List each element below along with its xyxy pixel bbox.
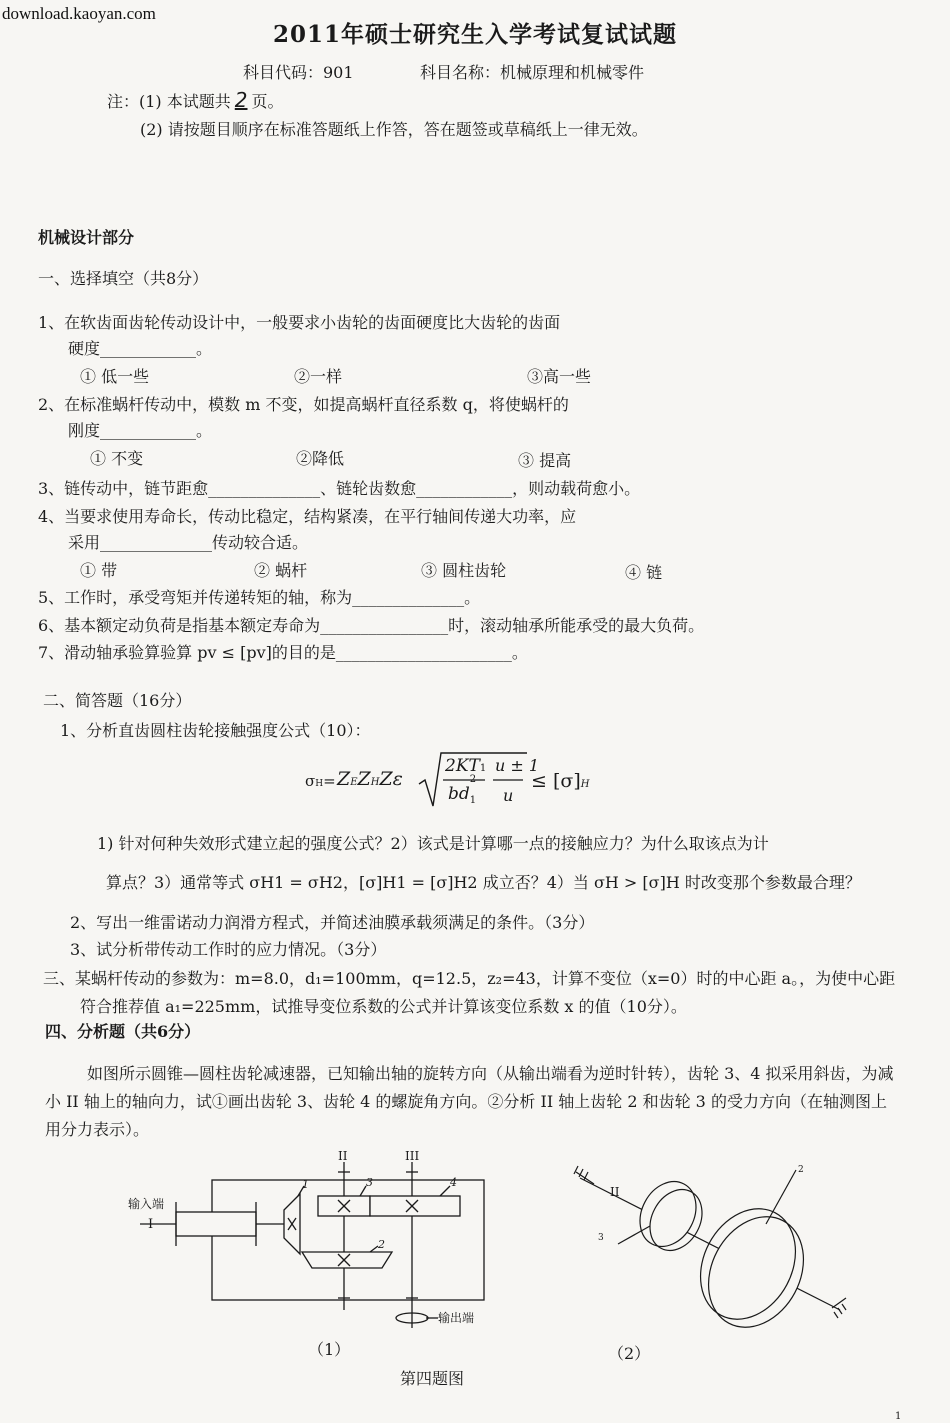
s1-q1-line1: 1、在软齿面齿轮传动设计中，一般要求小齿轮的齿面硬度比大齿轮的齿面 [38, 313, 561, 332]
s1-q3: 3、链传动中，链节距愈______________、链轮齿数愈____________，则动载荷愈小。 [38, 479, 641, 498]
formula-sigma: σ [305, 772, 316, 790]
s3-line1: 三、某蜗杆传动的参数为：m=8.0，d₁=100mm，q=12.5，z₂=43，计算不变位（x=0）时的中心距 a。，为使中心距 [43, 969, 896, 988]
s2-q3: 3、试分析带传动工作时的应力情况。（3分） [70, 940, 387, 959]
page-title: 2011年硕士研究生入学考试复试试题 [272, 21, 677, 48]
gear-3-label: 3 [366, 1176, 373, 1189]
formula-le: ≤ [σ] [531, 770, 581, 792]
iso-gear-2-label: 2 [798, 1165, 804, 1175]
s4-paragraph: 如图所示圆锥—圆柱齿轮减速器，已知输出轴的旋转方向（从输出端看为逆时针转），齿轮 3、4 拟采用斜齿，为减小 II 轴上的轴向力，试①画出齿轮 3、齿轮 4 的螺旋角方向。②分析 II 轴上齿轮 2 和齿轮 3 的受力方向（在轴测图上用分力表示）。 [45, 1064, 894, 1139]
formula-eq: = [323, 772, 336, 790]
s1-q1-opt2: ②一样 [294, 367, 343, 386]
formula-zh-sub: H [370, 777, 380, 788]
formula-den: bd [448, 784, 470, 804]
note-1-num: 2 [234, 88, 248, 112]
s1-q4-opt2: ② 蜗杆 [254, 561, 308, 580]
formula-zeps: Zε [379, 768, 403, 790]
formula-num: 2KT [445, 756, 480, 776]
s1-q1-opt1: ① 低一些 [80, 367, 150, 386]
formula-num2: u ± 1 [495, 756, 540, 775]
s1-q2-line2: 刚度____________。 [68, 421, 213, 440]
fig2-caption: （2） [608, 1344, 651, 1363]
section-4-title: 四、分析题（共6分） [45, 1022, 201, 1041]
s2-q2: 2、写出一维雷诺动力润滑方程式，并简述油膜承载须满足的条件。（3分） [70, 913, 595, 932]
iso-gear-3-label: 3 [598, 1233, 604, 1243]
note-2: (2) 请按题目顺序在标准答题纸上作答，答在题签或草稿纸上一律无效。 [140, 120, 648, 139]
isometric-figure [570, 1160, 860, 1340]
s1-q2-opt3: ③ 提高 [518, 451, 572, 470]
s1-q4-opt1: ① 带 [80, 561, 118, 580]
formula-den-sub: 1 [469, 795, 477, 806]
s1-q2-line1: 2、在标准蜗杆传动中，模数 m 不变，如提高蜗杆直径系数 q，将使蜗杆的 [38, 395, 569, 414]
formula-ze: Z [337, 768, 351, 790]
s1-q4-opt4: ④ 链 [625, 563, 663, 582]
section-1-title: 一、选择填空（共8分） [38, 269, 209, 288]
gear-4-label: 4 [450, 1176, 457, 1189]
s1-q2-opt2: ②降低 [296, 449, 345, 468]
page-number: 1 [895, 1411, 902, 1422]
shaft-ii-label: II [338, 1150, 348, 1163]
s1-q6: 6、基本额定动负荷是指基本额定寿命为________________时，滚动轴承所能承受的最大负荷。 [38, 616, 705, 635]
s1-q4-opt3: ③ 圆柱齿轮 [421, 561, 507, 580]
formula-le-sub: H [580, 779, 590, 790]
shaft-iii-label: III [405, 1150, 420, 1163]
s1-q1-line2: 硬度____________。 [68, 339, 213, 358]
reducer-schematic [120, 1150, 490, 1340]
watermark: download.kaoyan.com [2, 4, 156, 23]
s1-q4-line2: 采用______________传动较合适。 [68, 533, 309, 552]
iso-shaft-ii-label: II [610, 1185, 620, 1199]
s1-q4-line1: 4、当要求使用寿命长，传动比稳定，结构紧凑，在平行轴间传递大功率，应 [38, 507, 577, 526]
note-1-post: 页。 [251, 92, 284, 111]
shaft-i-label: I [148, 1217, 154, 1232]
s1-q7: 7、滑动轴承验算验算 pv ≤ [pv]的目的是______________________。 [38, 643, 528, 662]
figure-caption: 第四题图 [400, 1369, 465, 1388]
part-heading: 机械设计部分 [38, 228, 135, 247]
fig1-caption: （1） [308, 1340, 351, 1359]
contact-stress-formula [305, 750, 605, 810]
subject-name: 科目名称：机械原理和机械零件 [420, 63, 645, 82]
section-2-title: 二、简答题（16分） [43, 691, 192, 710]
s3-line2: 符合推荐值 a₁=225mm，试推导变位系数的公式并计算该变位系数 x 的值（10分）。 [80, 997, 687, 1016]
note-1-pre: 注：(1) 本试题共 [107, 92, 231, 111]
formula-ze-sub: E [350, 777, 358, 788]
s1-q5: 5、工作时，承受弯矩并传递转矩的轴，称为______________。 [38, 588, 481, 607]
output-label: 输出端 [438, 1311, 475, 1325]
note-1 [107, 88, 284, 112]
formula-zh: Z [357, 768, 371, 790]
formula-den-sup: 2 [469, 774, 477, 785]
formula-sigma-sub: H [315, 779, 324, 789]
input-label: 输入端 [128, 1197, 165, 1211]
formula-num-sub: 1 [479, 763, 487, 774]
s2-q1-sub2: 算点？3）通常等式 σH1 = σH2，[σ]H1 = [σ]H2 成立否？4）当 σH > [σ]H 时改变那个参数最合理？ [106, 873, 861, 892]
s2-q1: 1、分析直齿圆柱齿轮接触强度公式（10）： [60, 721, 371, 740]
gear-2-label: 2 [378, 1238, 385, 1251]
s2-q1-sub1: 1) 针对何种失效形式建立起的强度公式？2）该式是计算哪一点的接触应力？为什么取该点为计 [97, 834, 769, 853]
subject-code: 科目代码：901 [243, 63, 354, 82]
s1-q1-opt3: ③高一些 [527, 367, 592, 386]
formula-den2: u [503, 786, 514, 805]
gear-1-label: 1 [302, 1178, 309, 1191]
s1-q2-opt1: ① 不变 [90, 449, 144, 468]
